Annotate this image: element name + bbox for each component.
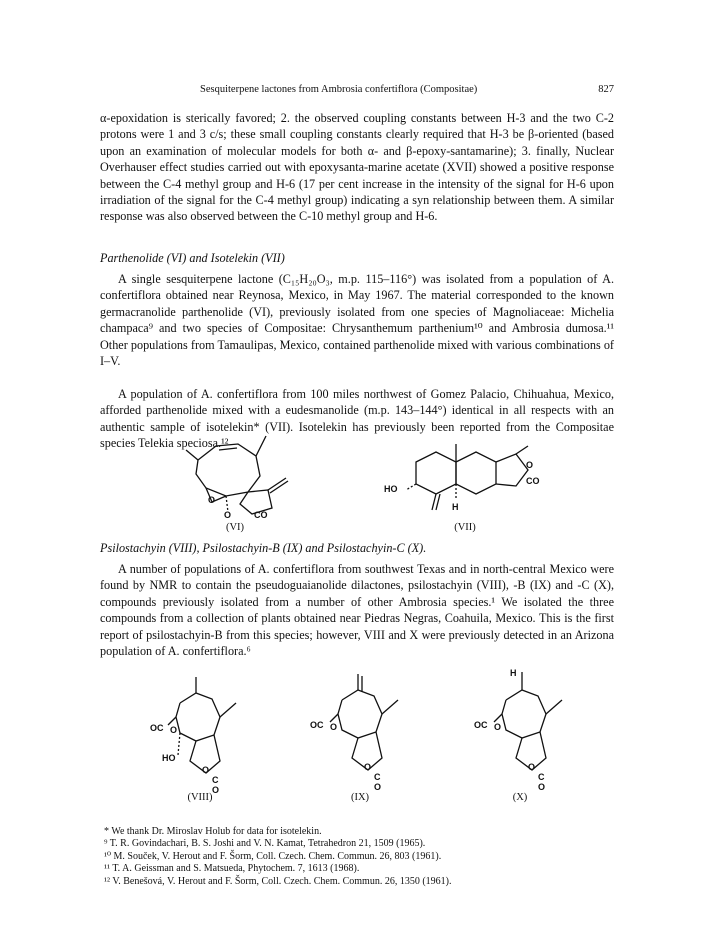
x-atom-oc: OC xyxy=(474,720,488,730)
x-atom-h: H xyxy=(510,668,517,678)
structure-x xyxy=(466,666,586,790)
footnote-12: ¹² V. Benešová, V. Herout and F. Šorm, Coll. Czech. Chem. Commun. 26, 1350 (1961). xyxy=(104,875,452,887)
vii-atom-h: H xyxy=(452,502,459,512)
structure-vi xyxy=(168,430,318,520)
structure-viii xyxy=(140,673,260,793)
page-number: 827 xyxy=(598,84,614,95)
section-heading-psilostachyin: Psilostachyin (VIII), Psilostachyin-B (IX) and Psilostachyin-C (X). xyxy=(100,541,427,555)
paragraph-isotelekin: A population of A. confertiflora from 100 miles northwest of Gomez Palacio, Chihuahua, Mexico, afforded parthenolide mixed with a eudesmanolide (m.p. 143–144°) identical in all respects with an authentic sample of isotelekin* (VII). Isotelekin has previously been reported from the Compositae species Telekia speciosa.¹² xyxy=(100,387,614,451)
footnote-star: * We thank Dr. Miroslav Holub for data for isotelekin. xyxy=(104,826,322,837)
structure-vi-label: (VI) xyxy=(225,522,245,533)
viii-atom-o3: O xyxy=(212,785,220,795)
viii-atom-ho: HO xyxy=(162,753,176,763)
paragraph-epoxidation: α-epoxidation is sterically favored; 2. the observed coupling constants between H-3 and the two C-2 protons were 1 and 3 c/s; these small coupling constants clearly required that H-3 be β-oriented (based upon an examination of molecular models for both α- and β-epoxy-santamarine); 3. finally, Nuclear Overhauser effect studies carried out with epoxysanta-marine acetate (XVII) showed a positive response between the C-4 methyl group and H-6 (17 per cent increase in the intensity of the signal for H-6 upon irradiation of the signal for the C-4 methyl group) indicating a syn relationship between them. A similar response was also observed between the C-10 methyl group and H-6. xyxy=(100,111,614,224)
viii-atom-c: C xyxy=(212,775,219,785)
x-atom-o: O xyxy=(494,722,502,732)
structure-ix-label: (IX) xyxy=(350,792,370,803)
footnote-10: ¹⁰ M. Souček, V. Herout and F. Šorm, Coll. Czech. Chem. Commun. 26, 803 (1961). xyxy=(104,850,442,862)
ix-atom-c: C xyxy=(374,772,381,782)
structure-vii xyxy=(376,440,546,520)
vii-atom-o: O xyxy=(526,460,534,470)
structure-viii-label: (VIII) xyxy=(187,792,213,803)
viii-atom-o: O xyxy=(170,725,178,735)
x-atom-o2: O xyxy=(528,762,536,772)
vi-atom-o1: O xyxy=(208,495,216,505)
paragraph-parthenolide: A single sesquiterpene lactone (C₁₅H₂₀O₃, m.p. 115–116°) was isolated from a population of A. confertiflora obtained near Reynosa, Mexico, in May 1967. The material corresponded to the known germacranolide parthenolide (VI), previously isolated from one species of Magnoliaceae: Michelia champaca⁹ and two species of Compositae: Chrysanthemum parthenium¹⁰ and Ambrosia dumosa.¹¹ Other populations from Tamaulipas, Mexico, contained parthenolide mixed with various combinations of I–V. xyxy=(100,272,614,369)
vii-atom-co: CO xyxy=(526,476,540,486)
vii-atom-ho: HO xyxy=(384,484,398,494)
ix-atom-o3: O xyxy=(374,782,382,792)
structure-x-label: (X) xyxy=(512,792,528,803)
x-atom-c: C xyxy=(538,772,545,782)
footnote-9: ⁹ T. R. Govindachari, B. S. Joshi and V. N. Kamat, Tetrahedron 21, 1509 (1965). xyxy=(104,838,426,850)
x-atom-o3: O xyxy=(538,782,546,792)
vi-atom-co: CO xyxy=(254,510,268,520)
footnotes xyxy=(104,826,624,888)
ix-atom-o: O xyxy=(330,722,338,732)
section-heading-parthenolide: Parthenolide (VI) and Isotelekin (VII) xyxy=(100,251,285,265)
structure-ix xyxy=(302,670,422,790)
viii-atom-oc: OC xyxy=(150,723,164,733)
ix-atom-o2: O xyxy=(364,762,372,772)
viii-atom-o2: O xyxy=(202,765,210,775)
structure-vii-label: (VII) xyxy=(454,522,476,533)
running-head-title: Sesquiterpene lactones from Ambrosia confertiflora (Compositae) xyxy=(200,84,478,95)
paragraph-psilostachyin: A number of populations of A. confertiflora from southwest Texas and in north-central Mexico were found by NMR to contain the pseudoguaianolide dilactones, psilostachyin (VIII), -B (IX) and -C (X), compounds previously isolated from a number of other Ambrosia species.¹ We isolated the three compounds from a collection of plants obtained near Piedras Negras, Coahuila, Mexico. This is the first report of psilostachyin-B from this species; however, VIII and X were previously detected in an Arizona population of A. confertiflora.⁶ xyxy=(100,562,614,659)
running-head xyxy=(100,84,614,100)
vi-atom-o2: O xyxy=(224,510,232,520)
ix-atom-oc: OC xyxy=(310,720,324,730)
footnote-11: ¹¹ T. A. Geissman and S. Matsueda, Phytochem. 7, 1613 (1968). xyxy=(104,863,360,875)
